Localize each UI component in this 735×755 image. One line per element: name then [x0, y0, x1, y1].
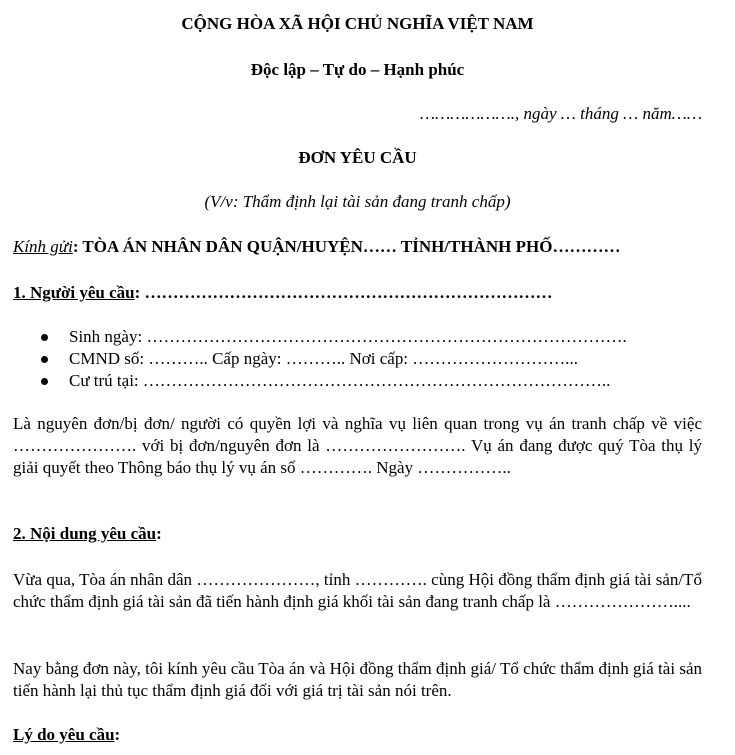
recipient-value: : TÒA ÁN NHÂN DÂN QUẬN/HUYỆN…… TỈNH/THÀNH PHỐ………… — [72, 237, 621, 256]
section-2-heading — [13, 524, 162, 544]
section-2-heading-label: 2. Nội dung yêu cầu — [13, 524, 157, 543]
bullet-icon — [41, 356, 48, 363]
section-3-heading-label: Lý do yêu cầu — [13, 725, 115, 744]
bullet-icon — [41, 378, 48, 385]
residence-line: Cư trú tại: ……………………………………………………………………….. — [69, 371, 611, 390]
list-item — [39, 370, 702, 392]
recipient-line — [13, 237, 620, 257]
section-3-heading-suffix: : — [114, 725, 121, 744]
bullet-icon — [41, 334, 48, 341]
document-subject: (V/v: Thẩm định lại tài sản đang tranh chấp) — [204, 192, 511, 211]
document-title: ĐƠN YÊU CẦU — [298, 148, 417, 167]
section-1-heading — [13, 283, 553, 303]
requester-details-list — [39, 326, 702, 392]
section-2-paragraph-1: Vừa qua, Tòa án nhân dân …………………, tỉnh …………. cùng Hội đồng thẩm định giá tài sản/Tổ chức thẩm định giá tài sản đã tiến hành định giá khối tài sản đang tranh chấp là ………………….... — [13, 570, 702, 611]
id-card-line: CMND số: ……….. Cấp ngày: ……….. Nơi cấp: ………………………... — [69, 349, 579, 368]
section-1-heading-label: 1. Người yêu cầu — [13, 283, 135, 302]
national-title: CỘNG HÒA XÃ HỘI CHỦ NGHĨA VIỆT NAM — [181, 14, 534, 33]
section-1-paragraph: Là nguyên đơn/bị đơn/ người có quyền lợi và nghĩa vụ liên quan trong vụ án tranh chấp về việc …………………. với bị đơn/nguyên đơn là ……………………. Vụ án đang được quý Tòa thụ lý giải quyết theo Thông báo thụ lý vụ án số …………. Ngày …………….. — [13, 414, 702, 477]
section-3-heading — [13, 725, 120, 745]
section-2-heading-suffix: : — [156, 524, 162, 543]
section-1-heading-suffix: : ……………………………………………………………… — [134, 283, 553, 302]
national-motto: Độc lập – Tự do – Hạnh phúc — [250, 60, 465, 79]
list-item — [39, 326, 702, 348]
date-line: ………………., ngày … tháng … năm…… — [420, 104, 702, 123]
section-2-paragraph-2: Nay bằng đơn này, tôi kính yêu cầu Tòa án và Hội đồng thẩm định giá/ Tổ chức thẩm định giá tài sản tiến hành lại thủ tục thẩm định giá đối với giá trị tài sản nói trên. — [13, 659, 702, 700]
birth-date-line: Sinh ngày: …………………………………………………………………………. — [69, 327, 627, 346]
recipient-label: Kính gửi — [13, 237, 73, 256]
list-item — [39, 348, 702, 370]
